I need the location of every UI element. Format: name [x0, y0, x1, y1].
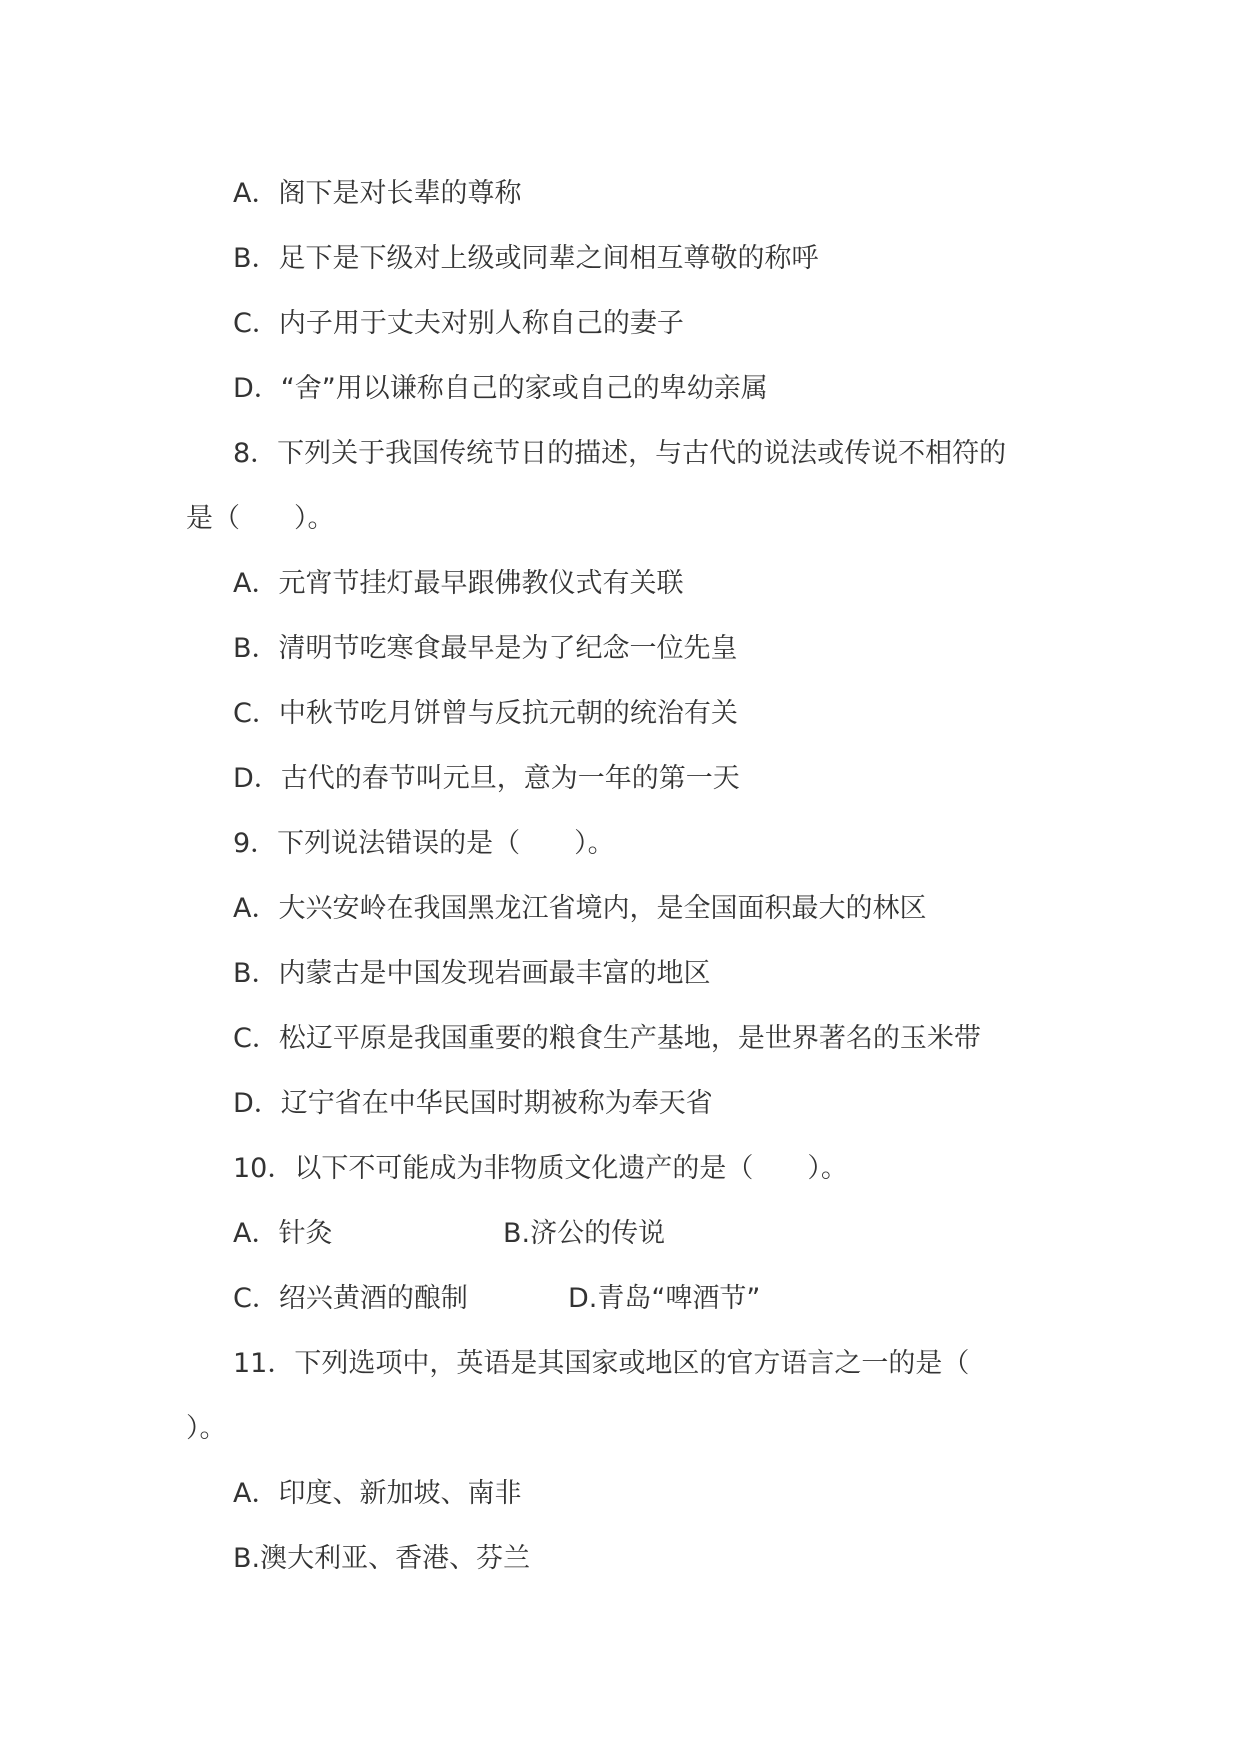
q7-option-a: A．阁下是对长辈的尊称: [233, 178, 522, 209]
q10-option-a: A．针灸: [233, 1218, 333, 1249]
q8-option-c: C．中秋节吃月饼曾与反抗元朝的统治有关: [233, 698, 738, 729]
q10-option-c: C．绍兴黄酒的酿制: [233, 1283, 468, 1314]
q8-stem: 8．下列关于我国传统节日的描述，与古代的说法或传说不相符的: [233, 438, 1007, 469]
q7-option-d: D．“舍”用以谦称自己的家或自己的卑幼亲属: [233, 373, 768, 404]
q8-option-a: A．元宵节挂灯最早跟佛教仪式有关联: [233, 568, 684, 599]
q9-option-d: D．辽宁省在中华民国时期被称为奉天省: [233, 1088, 713, 1119]
q10-stem: 10．以下不可能成为非物质文化遗产的是（ ）。: [233, 1153, 848, 1184]
q9-option-a: A．大兴安岭在我国黑龙江省境内，是全国面积最大的林区: [233, 893, 927, 924]
q9-option-b: B．内蒙古是中国发现岩画最丰富的地区: [233, 958, 711, 989]
q11-stem-continued: ）。: [186, 1413, 227, 1444]
q10-option-b: B.济公的传说: [503, 1218, 666, 1249]
q9-option-c: C．松辽平原是我国重要的粮食生产基地，是世界著名的玉米带: [233, 1023, 981, 1054]
q11-option-b: B.澳大利亚、香港、芬兰: [233, 1543, 531, 1574]
q7-option-b: B．足下是下级对上级或同辈之间相互尊敬的称呼: [233, 243, 819, 274]
q11-option-a: A．印度、新加坡、南非: [233, 1478, 522, 1509]
q10-option-d: D.青岛“啤酒节”: [568, 1283, 761, 1314]
q11-stem: 11．下列选项中，英语是其国家或地区的官方语言之一的是（: [233, 1348, 970, 1379]
q9-stem: 9．下列说法错误的是（ ）。: [233, 828, 615, 859]
q8-stem-continued: 是（ ）。: [186, 503, 335, 534]
q8-option-d: D．古代的春节叫元旦，意为一年的第一天: [233, 763, 740, 794]
q7-option-c: C．内子用于丈夫对别人称自己的妻子: [233, 308, 684, 339]
q8-option-b: B．清明节吃寒食最早是为了纪念一位先皇: [233, 633, 738, 664]
